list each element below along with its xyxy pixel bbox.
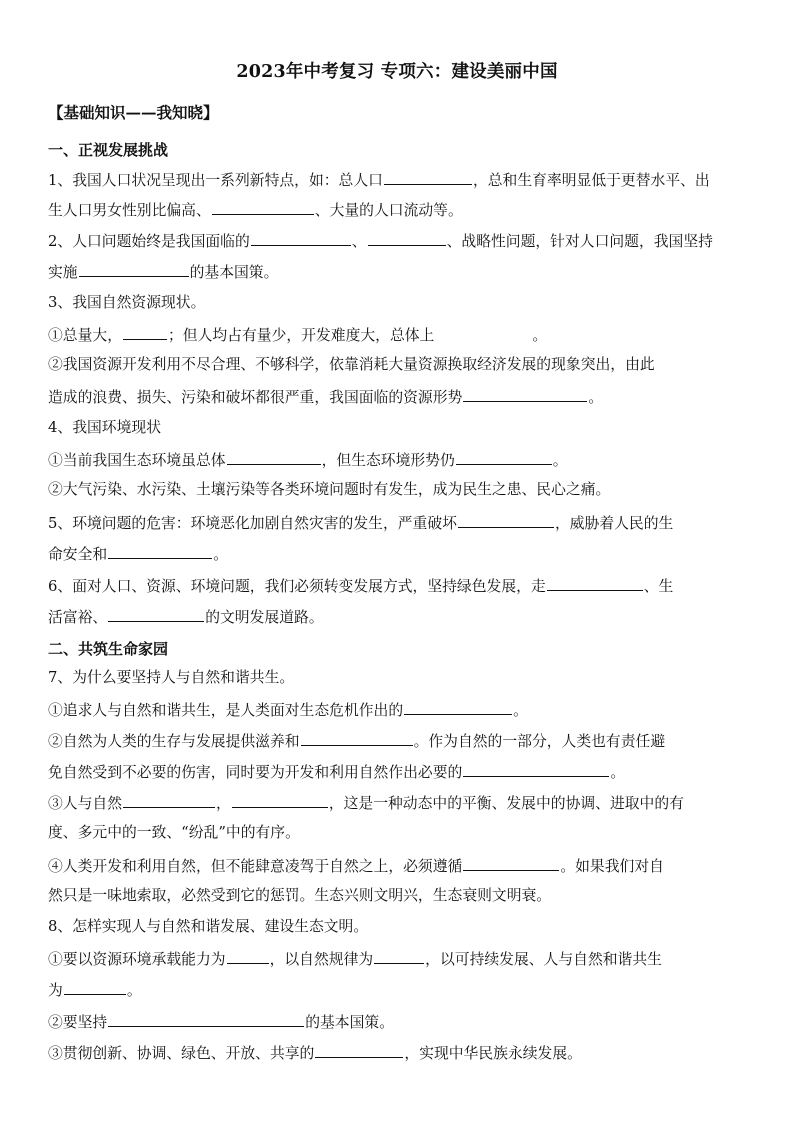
text: 、大量的人口流动等。 <box>314 202 463 219</box>
text: 。 <box>532 327 548 344</box>
q6-line-1 <box>48 575 748 597</box>
text: ，这是一种动态中的平衡、发展中的协调、进取中的有 <box>328 795 684 812</box>
text: 命安全和 <box>48 546 108 563</box>
q6-line-2 <box>48 606 748 628</box>
answer-blank[interactable] <box>251 230 351 246</box>
q1-line-1 <box>48 169 748 191</box>
q7-line-4 <box>48 761 748 783</box>
answer-blank[interactable] <box>315 1042 403 1058</box>
text: ②要坚持 <box>48 1014 108 1031</box>
text: 的基本国策。 <box>189 264 279 281</box>
answer-blank[interactable] <box>123 324 167 340</box>
text: 为 <box>48 982 63 999</box>
text: 。 <box>513 702 528 719</box>
q7-line-3 <box>48 730 748 752</box>
text: ，以可持续发展、人与自然和谐共生 <box>425 951 662 968</box>
answer-blank[interactable] <box>79 261 189 277</box>
text: ④人类开发和利用自然，但不能肆意凌驾于自然之上，必须遵循 <box>48 858 463 875</box>
text: ，但生态环境形势仍 <box>321 452 455 469</box>
q8-line-2 <box>48 948 748 970</box>
answer-blank[interactable] <box>227 948 269 964</box>
text: ；但人均占有量少，开发难度大，总体上 <box>168 327 435 344</box>
answer-blank[interactable] <box>227 449 321 465</box>
answer-blank[interactable] <box>463 386 587 402</box>
text: ①要以资源环境承载能力为 <box>48 951 226 968</box>
answer-blank[interactable] <box>404 699 512 715</box>
text: 活富裕、 <box>48 609 108 626</box>
q7-line-5 <box>48 792 748 814</box>
q8-line-3 <box>48 979 748 1001</box>
q4-line-1: 4、我国环境现状 <box>48 419 161 436</box>
text: 、 <box>351 233 367 250</box>
text: ，总和生育率明显低于更替水平、出 <box>472 172 710 189</box>
text: ①总量大， <box>48 327 122 344</box>
answer-blank[interactable] <box>108 606 204 622</box>
q7-line-7 <box>48 855 748 877</box>
answer-blank[interactable] <box>458 512 554 528</box>
answer-blank[interactable] <box>301 730 413 746</box>
text: 6、面对人口、资源、环境问题，我们必须转变发展方式，坚持绿色发展，走 <box>48 578 546 595</box>
text: ， <box>216 795 231 812</box>
text: 生人口男女性别比偏高、 <box>48 202 211 219</box>
basics-header: 【基础知识——我知晓】 <box>48 103 219 122</box>
text: ①当前我国生态环境虽总体 <box>48 452 226 469</box>
text: ①追求人与自然和谐共生，是人类面对生态危机作出的 <box>48 702 404 719</box>
q4-line-2 <box>48 449 748 471</box>
text: 的基本国策。 <box>305 1014 394 1031</box>
q7-line-2 <box>48 699 748 721</box>
section-heading-2: 二、共筑生命家园 <box>48 640 169 658</box>
answer-blank[interactable] <box>108 1011 304 1027</box>
text: ②自然为人类的生存与发展提供滋养和 <box>48 733 300 750</box>
answer-blank[interactable] <box>232 792 328 808</box>
q3-line-3: ②我国资源开发利用不尽合理、不够科学，依靠消耗大量资源换取经济发展的现象突出，由此 <box>48 356 655 373</box>
answer-blank[interactable] <box>368 230 446 246</box>
text: 。作为自然的一部分，人类也有责任避 <box>413 733 666 750</box>
text: 。 <box>610 764 626 781</box>
page-title: 2023年中考复习 专项六：建设美丽中国 <box>236 62 558 82</box>
q3-line-2 <box>48 324 748 346</box>
text: ③贯彻创新、协调、绿色、开放、共享的 <box>48 1045 315 1062</box>
answer-blank[interactable] <box>108 543 212 559</box>
text: ③人与自然 <box>48 795 122 812</box>
answer-blank[interactable] <box>123 792 215 808</box>
q7-line-1: 7、为什么要坚持人与自然和谐共生。 <box>48 669 295 686</box>
answer-blank[interactable] <box>212 199 314 215</box>
text: 。 <box>552 452 568 469</box>
text: 、战略性问题，针对人口问题，我国坚持 <box>446 233 713 250</box>
text: 免自然受到不必要的伤害，同时要为开发和利用自然作出必要的 <box>48 764 463 781</box>
q8-line-5 <box>48 1042 748 1064</box>
text: 实施 <box>48 264 78 281</box>
q1-line-2 <box>48 199 748 221</box>
text: 。 <box>126 982 142 999</box>
q2-line-1 <box>48 230 748 252</box>
answer-blank[interactable] <box>374 948 424 964</box>
text: 的文明发展道路。 <box>205 609 324 626</box>
text: 。 <box>588 389 604 406</box>
q7-line-8: 然只是一味地索取，必然受到它的惩罚。生态兴则文明兴，生态衰则文明衰。 <box>48 887 552 904</box>
text: 5、环境问题的危害：环境恶化加剧自然灾害的发生，严重破坏 <box>48 515 457 532</box>
q4-line-3: ②大气污染、水污染、土壤污染等各类环境问题时有发生，成为民生之患、民心之痛。 <box>48 481 611 498</box>
q5-line-1 <box>48 512 748 534</box>
text: 。如果我们对自 <box>560 858 664 875</box>
q3-line-1: 3、我国自然资源现状。 <box>48 294 206 311</box>
section-heading-1: 一、正视发展挑战 <box>48 141 169 159</box>
text: 造成的浪费、损失、污染和破坏都很严重，我国面临的资源形势 <box>48 389 463 406</box>
answer-blank[interactable] <box>547 575 643 591</box>
q8-line-4 <box>48 1011 748 1033</box>
answer-blank[interactable] <box>463 761 609 777</box>
q7-line-6: 度、多元中的一致、“纷乱”中的有序。 <box>48 824 300 841</box>
text: ，以自然规律为 <box>269 951 374 968</box>
answer-blank[interactable] <box>435 325 531 340</box>
q5-line-2 <box>48 543 748 565</box>
q8-line-1: 8、怎样实现人与自然和谐发展、建设生态文明。 <box>48 918 369 935</box>
text: 2、人口问题始终是我国面临的 <box>48 233 250 250</box>
answer-blank[interactable] <box>456 449 552 465</box>
answer-blank[interactable] <box>64 979 126 995</box>
q3-line-4 <box>48 386 748 408</box>
text: ，实现中华民族永续发展。 <box>404 1045 582 1062</box>
text: 1、我国人口状况呈现出一系列新特点，如：总人口 <box>48 172 383 189</box>
q2-line-2 <box>48 261 748 283</box>
answer-blank[interactable] <box>463 855 559 871</box>
text: 。 <box>213 546 229 563</box>
text: ，威胁着人民的生 <box>554 515 674 532</box>
answer-blank[interactable] <box>384 169 472 185</box>
text: 、生 <box>643 578 674 595</box>
